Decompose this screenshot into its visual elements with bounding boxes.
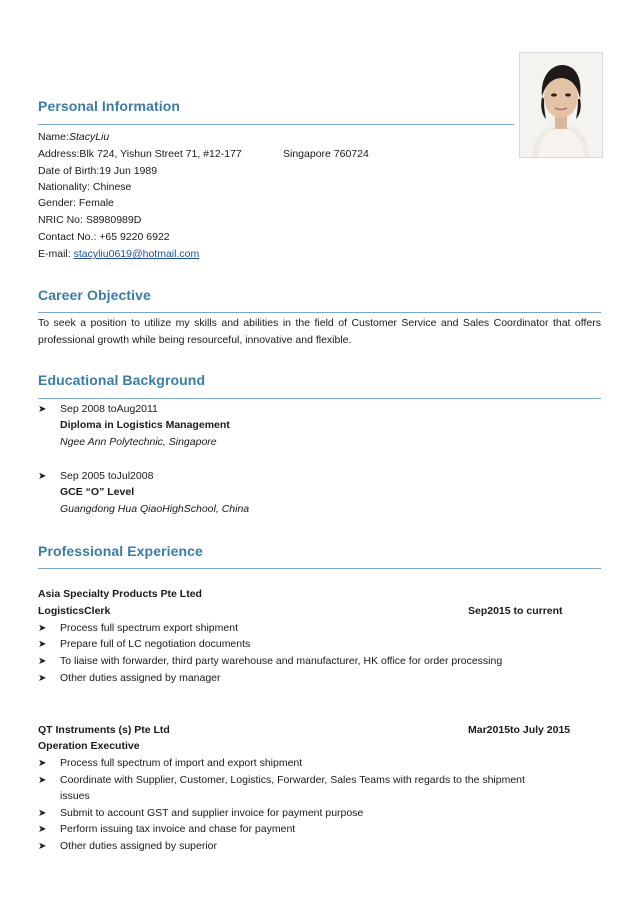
job-title: LogisticsClerk	[38, 605, 111, 617]
gender-line: Gender: Female	[38, 197, 114, 209]
nric-line: NRIC No: S8980989D	[38, 214, 142, 226]
job-company: Asia Specialty Products Pte Lted	[38, 588, 202, 600]
list-item	[38, 654, 502, 669]
contact-line: Contact No.: +65 9220 6922	[38, 231, 170, 243]
list-item	[38, 621, 238, 636]
name-line	[38, 130, 109, 144]
job-duty: To liaise with forwarder, third party warehouse and manufacturer, HK office for order processing	[60, 655, 503, 667]
edu-period: Sep 2008 toAug2011	[60, 403, 158, 415]
arrow-bullet-icon: ➤	[38, 824, 47, 835]
email-label: E-mail:	[38, 248, 71, 260]
list-item	[38, 806, 363, 821]
job-title: Operation Executive	[38, 740, 140, 752]
job-duty: Coordinate with Supplier, Customer, Logistics, Forwarder, Sales Teams with regards to the shipment	[60, 774, 525, 786]
list-item	[38, 671, 221, 686]
job-duty: Other duties assigned by superior	[60, 840, 218, 852]
list-item	[38, 469, 153, 484]
list-item	[38, 756, 302, 771]
job-duty: Submit to account GST and supplier invoice for payment purpose	[60, 807, 364, 819]
section-heading-career: Career Objective	[38, 287, 151, 303]
job-duty-continuation: issues	[60, 790, 90, 802]
email-link[interactable]: stacyliu0619@hotmail.com	[73, 248, 200, 260]
job-duty: Prepare full of LC negotiation documents	[60, 638, 251, 650]
career-objective-text: To seek a position to utilize my skills and abilities in the field of Customer Service and Sales Coordinator that offers professional growth while being resourceful, innovative and flexible.	[38, 317, 601, 346]
job-duty: Process full spectrum of import and export shipment	[60, 757, 303, 769]
list-item	[38, 839, 217, 854]
nationality-line: Nationality: Chinese	[38, 181, 132, 193]
edu-school: Ngee Ann Polytechnic, Singapore	[60, 436, 217, 448]
address-city: Singapore 760724	[283, 148, 369, 160]
profile-photo	[519, 52, 603, 158]
job-duty: Perform issuing tax invoice and chase for payment	[60, 823, 296, 835]
arrow-bullet-icon: ➤	[38, 656, 47, 667]
arrow-bullet-icon: ➤	[38, 623, 47, 634]
arrow-bullet-icon: ➤	[38, 639, 47, 650]
list-item	[38, 402, 158, 417]
arrow-bullet-icon: ➤	[38, 471, 47, 482]
section-heading-personal: Personal Information	[38, 98, 181, 114]
arrow-bullet-icon: ➤	[38, 841, 47, 852]
list-item	[38, 637, 250, 652]
section-divider	[38, 124, 514, 125]
address-line	[38, 147, 242, 161]
section-divider	[38, 568, 601, 569]
arrow-bullet-icon: ➤	[38, 404, 47, 415]
job-company: QT Instruments (s) Pte Ltd	[38, 724, 170, 736]
job-period: Sep2015 to current	[468, 605, 563, 617]
section-heading-education: Educational Background	[38, 372, 206, 388]
arrow-bullet-icon: ➤	[38, 808, 47, 819]
edu-period: Sep 2005 toJul2008	[60, 470, 154, 482]
section-divider	[38, 398, 601, 399]
name-value: StacyLiu	[68, 131, 110, 143]
section-heading-experience: Professional Experience	[38, 543, 203, 559]
arrow-bullet-icon: ➤	[38, 775, 47, 786]
edu-qualification: Diploma in Logistics Management	[60, 419, 230, 431]
dob-line: Date of Birth:19 Jun 1989	[38, 165, 158, 177]
name-label: Name:	[38, 131, 69, 143]
list-item	[38, 822, 295, 837]
arrow-bullet-icon: ➤	[38, 758, 47, 769]
edu-qualification: GCE “O” Level	[60, 486, 135, 498]
list-item	[38, 773, 525, 788]
section-divider	[38, 312, 601, 313]
job-duty: Process full spectrum export shipment	[60, 622, 238, 634]
arrow-bullet-icon: ➤	[38, 673, 47, 684]
edu-school: Guangdong Hua QiaoHighSchool, China	[60, 503, 250, 515]
job-duty: Other duties assigned by manager	[60, 672, 221, 684]
address-text: Address:Blk 724, Yishun Street 71, #12-177	[38, 148, 242, 160]
job-period: Mar2015to July 2015	[468, 724, 571, 736]
email-line	[38, 247, 199, 261]
